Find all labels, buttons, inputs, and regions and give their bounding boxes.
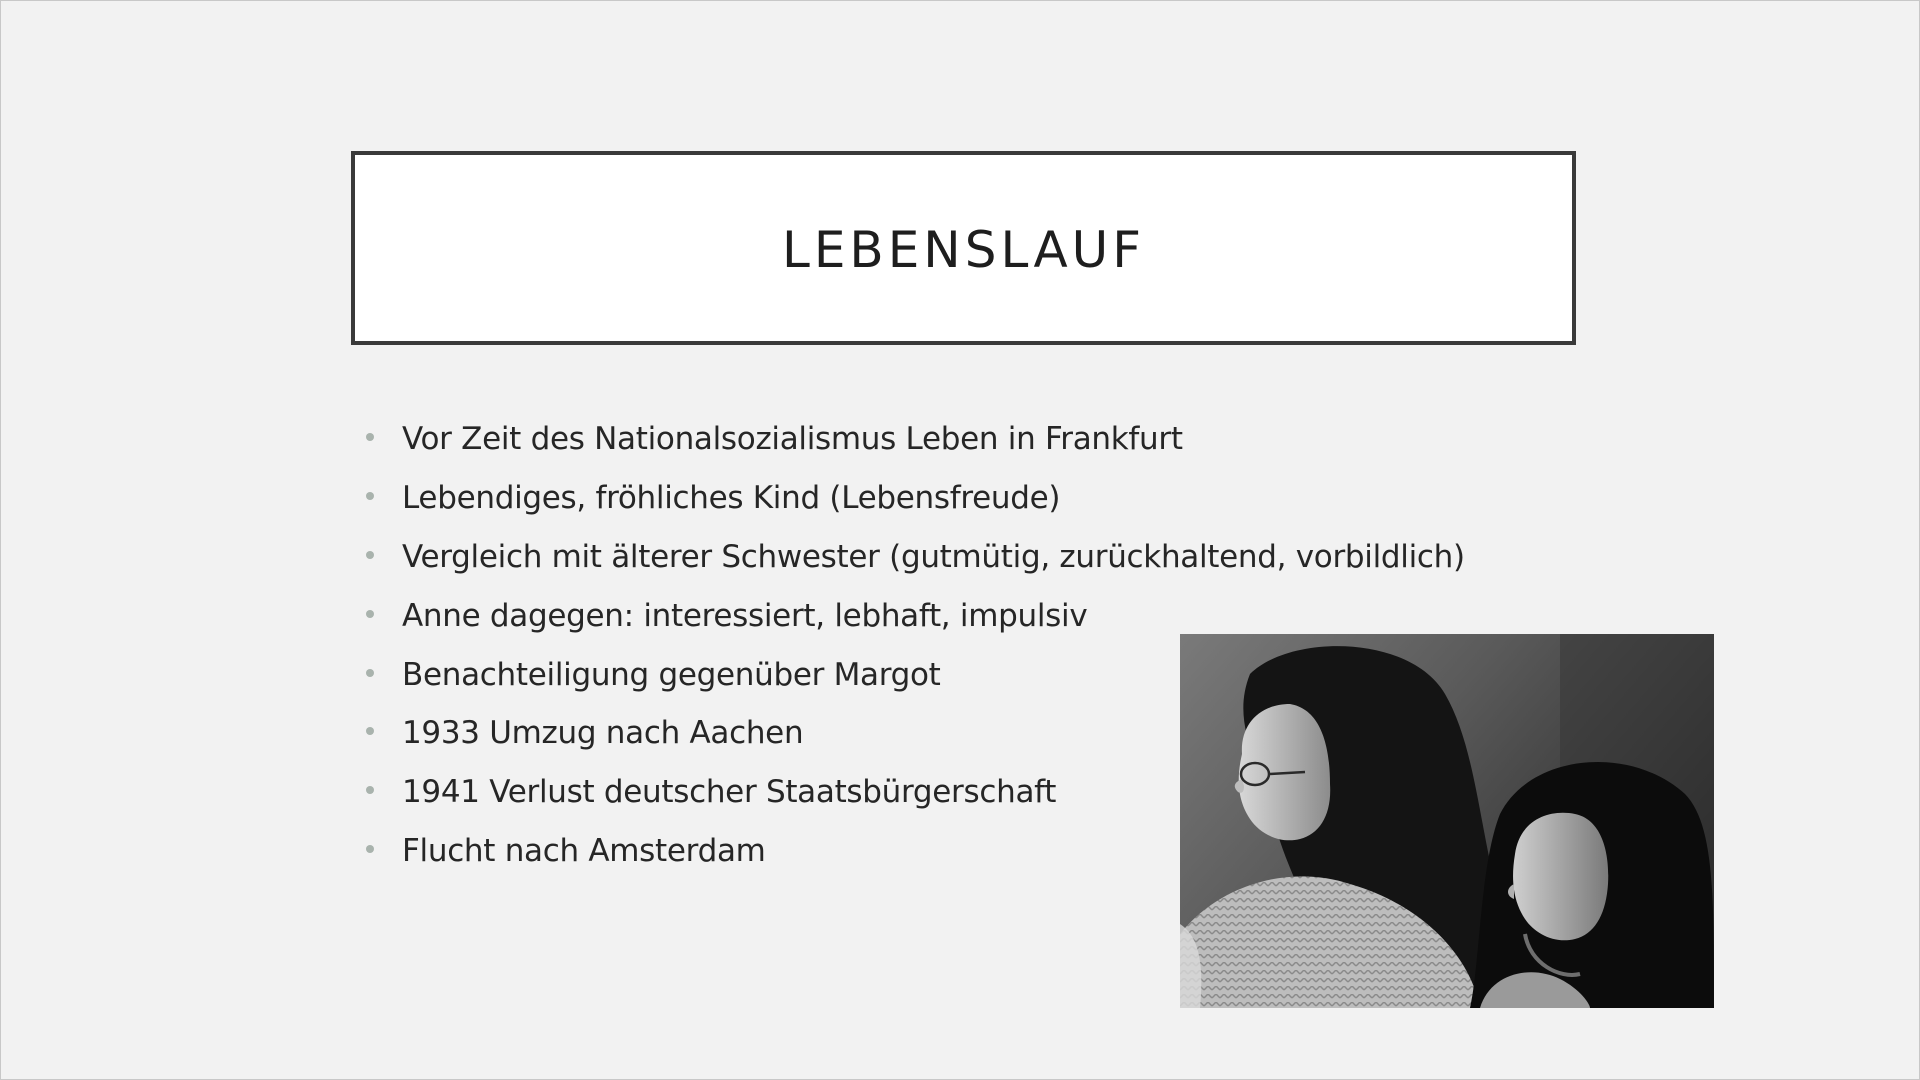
bullet-text: Anne dagegen: interessiert, lebhaft, impulsiv (402, 597, 1088, 634)
bullet-item (362, 528, 1465, 587)
bullet-dot-icon (366, 492, 374, 500)
slide-title: LEBENSLAUF (781, 221, 1146, 279)
bullet-item (362, 410, 1465, 469)
bullet-text: 1941 Verlust deutscher Staatsbürgerschaft (402, 774, 1057, 811)
bullet-dot-icon (366, 610, 374, 618)
bullet-dot-icon (366, 669, 374, 677)
bullet-dot-icon (366, 727, 374, 735)
bullet-dot-icon (366, 786, 374, 794)
bullet-text: Vergleich mit älterer Schwester (gutmütig, zurückhaltend, vorbildlich) (402, 538, 1465, 575)
bullet-text: Vor Zeit des Nationalsozialismus Leben in Frankfurt (402, 421, 1183, 458)
portrait-photo-illustration (1180, 634, 1714, 1008)
bullet-text: Lebendiges, fröhliches Kind (Lebensfreude) (402, 480, 1061, 517)
bullet-dot-icon (366, 551, 374, 559)
bullet-dot-icon (366, 845, 374, 853)
portrait-photo (1180, 634, 1714, 1008)
bullet-text: Benachteiligung gegenüber Margot (402, 656, 941, 693)
bullet-text: 1933 Umzug nach Aachen (402, 715, 804, 752)
title-box (351, 151, 1576, 345)
bullet-text: Flucht nach Amsterdam (402, 832, 766, 869)
bullet-item (362, 469, 1465, 528)
bullet-dot-icon (366, 433, 374, 441)
